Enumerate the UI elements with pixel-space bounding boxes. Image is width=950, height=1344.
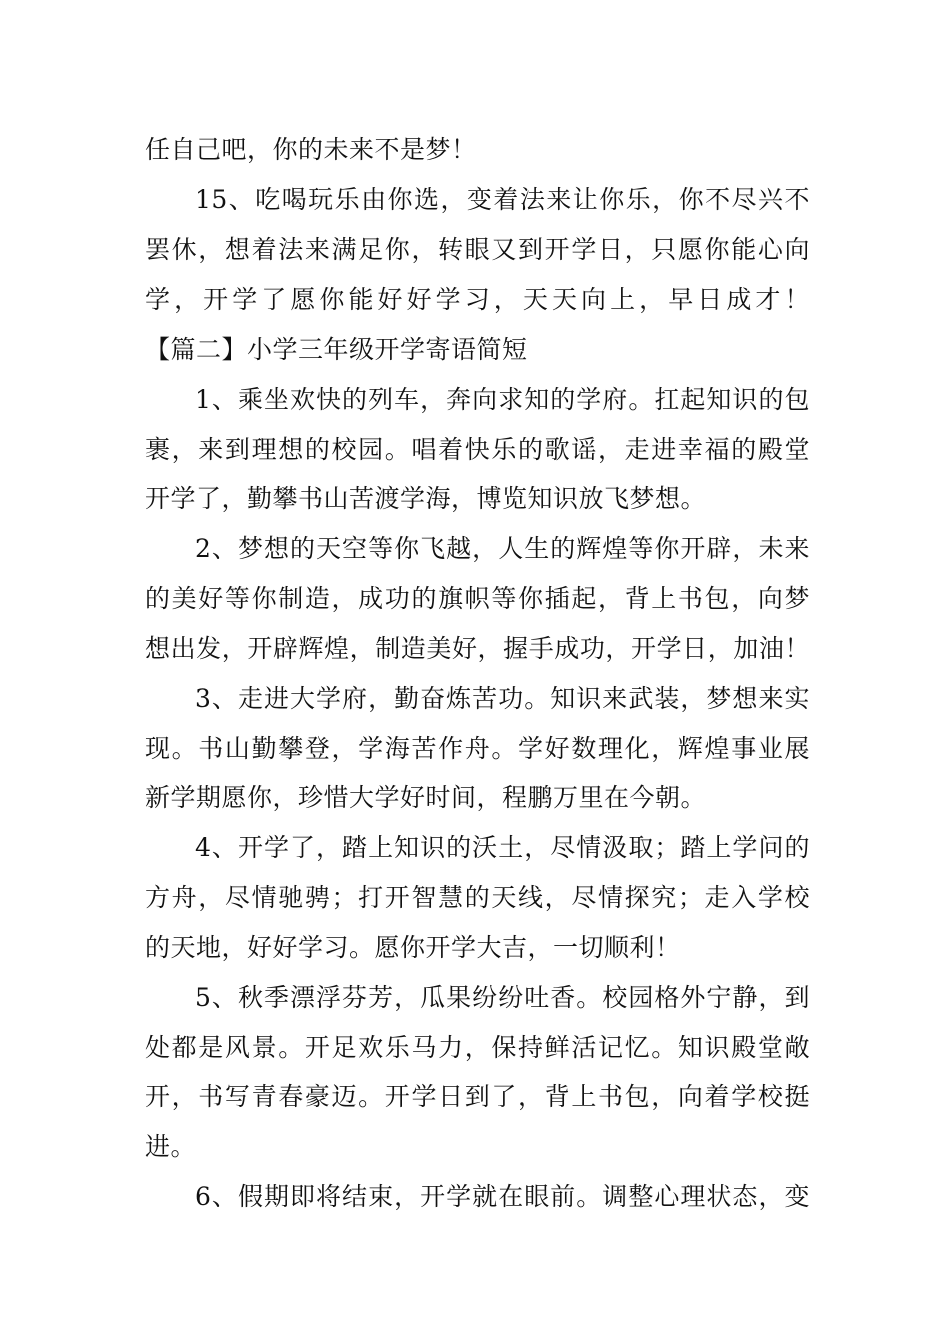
section-heading: 【篇二】小学三年级开学寄语简短 <box>145 335 528 364</box>
text-line: 5、秋季漂浮芬芳，瓜果纷纷吐香。校园格外宁静，到 <box>195 983 810 1012</box>
text-line: 的天地，好好学习。愿你开学大吉，一切顺利！ <box>145 933 681 962</box>
text-line: 裹，来到理想的校园。唱着快乐的歌谣，走进幸福的殿堂 <box>145 435 810 464</box>
text-line: 进。 <box>145 1132 197 1161</box>
text-line: 现。书山勤攀登，学海苦作舟。学好数理化，辉煌事业展 <box>145 734 810 763</box>
text-line: 罢休，想着法来满足你，转眼又到开学日，只愿你能心向 <box>145 235 810 264</box>
text-line: 的美好等你制造，成功的旗帜等你插起，背上书包，向梦 <box>145 584 810 613</box>
text-line: 1、乘坐欢快的列车，奔向求知的学府。扛起知识的包 <box>195 385 810 414</box>
text-line: 6、假期即将结束，开学就在眼前。调整心理状态，变 <box>195 1182 810 1211</box>
text-line: 开，书写青春豪迈。开学日到了，背上书包，向着学校挺 <box>145 1082 810 1111</box>
text-line: 处都是风景。开足欢乐马力，保持鲜活记忆。知识殿堂敞 <box>145 1033 810 1062</box>
text-line: 任自己吧，你的未来不是梦！ <box>145 135 477 164</box>
text-line: 新学期愿你，珍惜大学好时间，程鹏万里在今朝。 <box>145 783 707 812</box>
text-line: 2、梦想的天空等你飞越，人生的辉煌等你开辟，未来 <box>195 534 810 563</box>
text-line: 想出发，开辟辉煌，制造美好，握手成功，开学日，加油！ <box>145 634 810 663</box>
text-line: 3、走进大学府，勤奋炼苦功。知识来武装，梦想来实 <box>195 684 810 713</box>
text-line: 4、开学了，踏上知识的沃土，尽情汲取；踏上学问的 <box>195 833 810 862</box>
text-line: 学，开学了愿你能好好学习，天天向上，早日成才！ <box>145 285 810 314</box>
text-line: 15、吃喝玩乐由你选，变着法来让你乐，你不尽兴不 <box>195 185 810 214</box>
text-line: 开学了，勤攀书山苦渡学海，博览知识放飞梦想。 <box>145 484 707 513</box>
text-line: 方舟，尽情驰骋；打开智慧的天线，尽情探究；走入学校 <box>145 883 810 912</box>
